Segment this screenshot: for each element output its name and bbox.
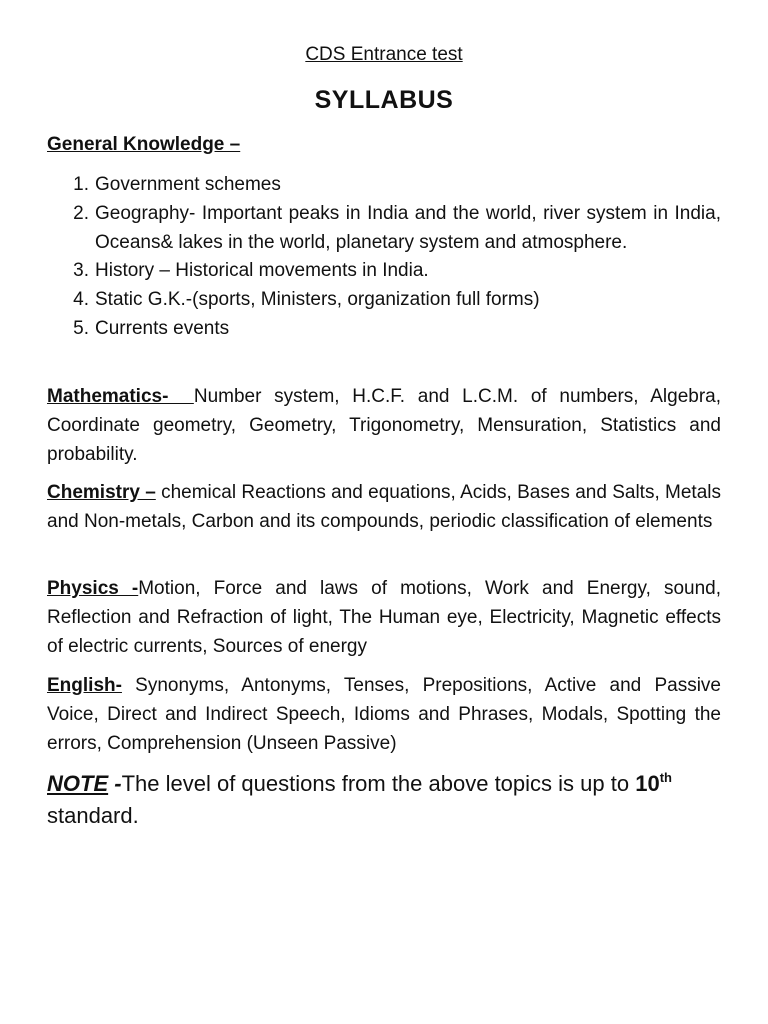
note-tail: standard. [47, 803, 139, 828]
chemistry-section [47, 479, 721, 537]
list-item-number: 3. [73, 260, 89, 282]
note-section [47, 768, 721, 832]
chemistry-text: chemical Reactions and equations, Acids, Bases and Salts, Metals and Non-metals, Carbon and its compounds, periodic classification of elements [47, 482, 721, 532]
list-item [47, 257, 721, 286]
page-title: SYLLABUS [314, 86, 454, 114]
list-item [47, 315, 721, 344]
list-item-text: History – Historical movements in India. [95, 260, 429, 282]
list-item [47, 200, 721, 258]
gk-list [47, 171, 721, 344]
list-item-text: Government schemes [95, 174, 281, 195]
physics-text: Motion, Force and laws of motions, Work and Energy, sound, Reflection and Refraction of light, The Human eye, Electricity, Magnetic effects of electric currents, Sources of energy [47, 578, 721, 657]
mathematics-text: Number system, H.C.F. and L.C.M. of numbers, Algebra, Coordinate geometry, Geometry, Trigonometry, Mensuration, Statistics and probability. [47, 386, 721, 465]
list-item-text: Currents events [95, 317, 230, 339]
list-item-number: 5. [73, 317, 89, 339]
document-header [47, 44, 721, 66]
english-label: English- [47, 675, 122, 696]
chemistry-label: Chemistry – [47, 482, 156, 503]
list-item-text: Geography- Important peaks in India and the world, river system in India, Oceans& lakes in the world, planetary system and atmosphere. [95, 202, 721, 253]
list-item-text: Static G.K.-(sports, Ministers, organization full forms) [95, 289, 540, 311]
note-text: The level of questions from the above topics is up to [121, 771, 636, 796]
list-item [47, 286, 721, 315]
note-superscript: th [659, 770, 672, 785]
mathematics-section [47, 383, 721, 469]
gk-label: General Knowledge – [47, 134, 241, 155]
note-number: 10 [635, 771, 660, 796]
list-item-number: 4. [73, 289, 89, 311]
note-dash: - [108, 771, 122, 796]
physics-section [47, 575, 721, 661]
gk-section-heading [47, 134, 240, 156]
note-label: NOTE [47, 771, 109, 796]
list-item [47, 171, 721, 200]
english-section [47, 672, 721, 758]
list-item-number: 2. [73, 202, 89, 224]
document-header-text: CDS Entrance test [305, 44, 463, 65]
list-item-number: 1. [73, 174, 89, 195]
physics-label: Physics - [47, 578, 139, 599]
mathematics-label: Mathematics- [47, 386, 194, 407]
english-text: Synonyms, Antonyms, Tenses, Prepositions, Active and Passive Voice, Direct and Indirect Speech, Idioms and Phrases, Modals, Spotting the errors, Comprehension (Unseen Passive) [47, 675, 721, 754]
